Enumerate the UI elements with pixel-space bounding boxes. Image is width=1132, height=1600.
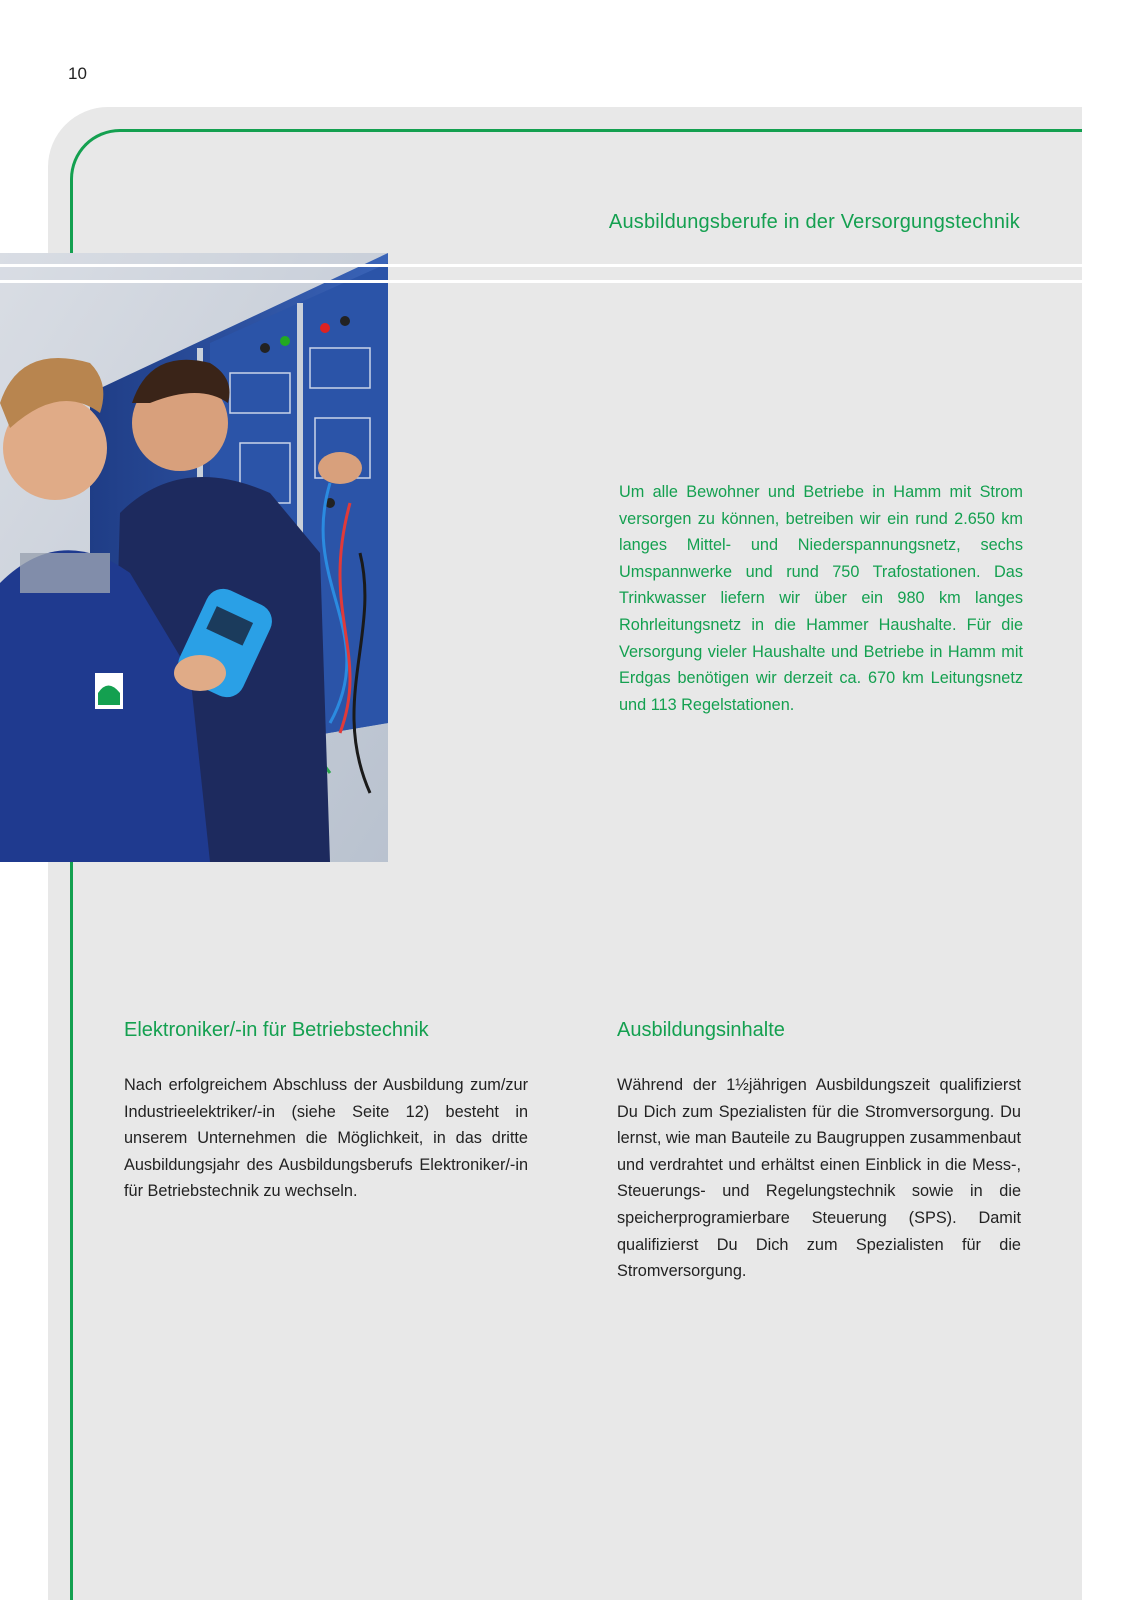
section-title: Ausbildungsberufe in der Versorgungstechnik bbox=[608, 211, 1020, 233]
right-column-body: Während der 1½jährigen Ausbildungszeit qualifizierst Du Dich zum Spezialisten für die Stromversorgung. Du lernst, wie man Bauteile zu Baugruppen zusammenbaut und verdrahtet und erhältst einen Einblick in die Mess-, Steuerungs- und Regelungstechnik sowie in die speicherprogramierbare Steuerung (SPS). Damit qualifizierst Du Dich zum Spezialisten für die Stromversorgung. bbox=[617, 1076, 1021, 1281]
left-column-heading: Elektroniker/-in für Betriebstechnik bbox=[124, 1019, 429, 1041]
horizontal-rule-top bbox=[0, 264, 1082, 267]
horizontal-rule-bottom bbox=[0, 280, 1082, 283]
intro-paragraph: Um alle Bewohner und Betriebe in Hamm mit Strom versorgen zu können, betreiben wir ein rund 2.650 km langes Mittel- und Niederspannungsnetz, sechs Umspannwerke und rund 750 Trafostationen. Das Trinkwasser liefern wir über ein 980 km langes Rohrleitungsnetz in die Hammer Haushalte. Für die Versorgung vieler Haushalte und Betriebe in Hamm mit Erdgas benötigen wir derzeit ca. 670 km Leitungsnetz und 113 Regelstationen. bbox=[619, 483, 1023, 714]
right-column-heading: Ausbildungsinhalte bbox=[617, 1019, 785, 1041]
page-number: 10 bbox=[68, 64, 87, 83]
right-column bbox=[617, 1019, 1021, 1285]
left-column-body: Nach erfolgreichem Abschluss der Ausbildung zum/zur Industrieelektriker/-in (siehe Seite 12) besteht in unserem Unternehmen die Möglichkeit, in das dritte Ausbildungsjahr des Ausbildungsberufs Elektroniker/-in für Betriebstechnik zu wechseln. bbox=[124, 1076, 528, 1201]
left-column bbox=[124, 1019, 528, 1205]
apprentices-photo bbox=[0, 253, 388, 862]
